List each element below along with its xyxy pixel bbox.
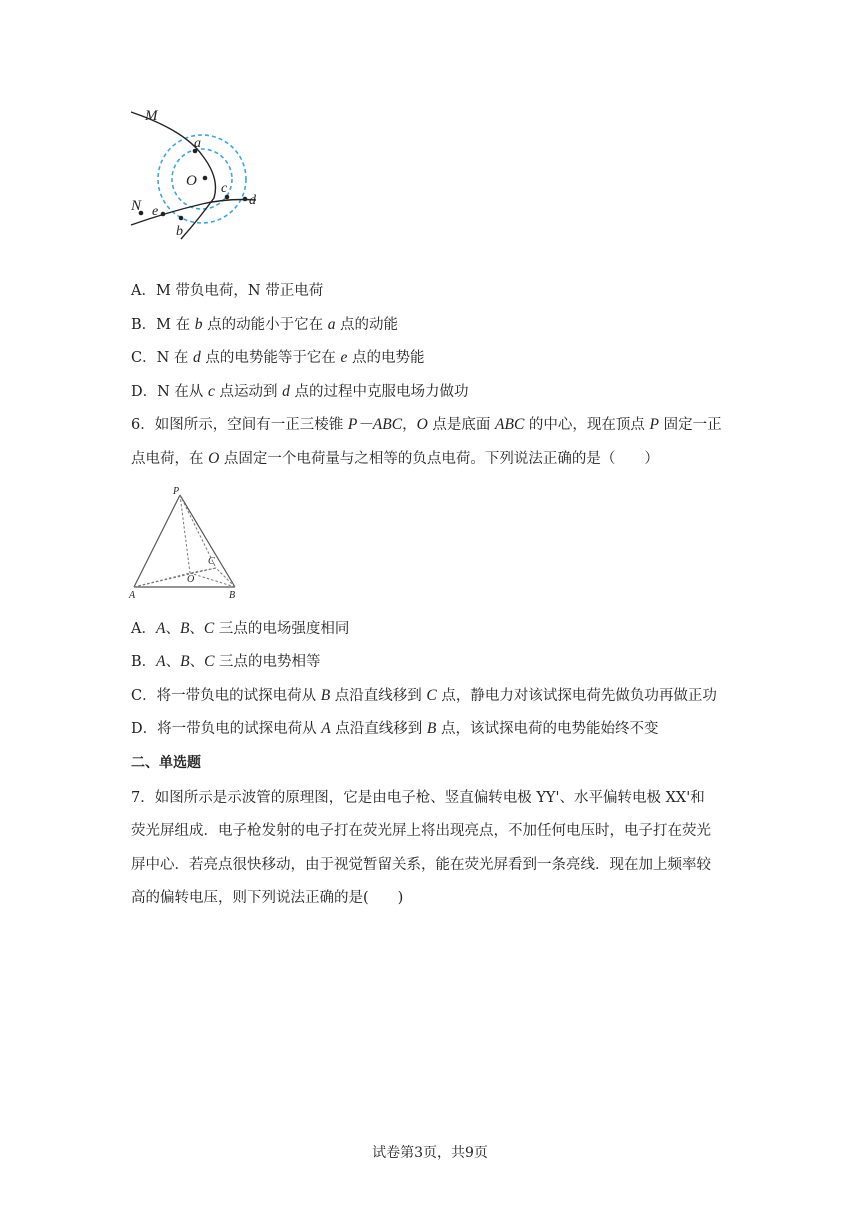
text: 、	[189, 654, 205, 670]
text: 三点的电势相等	[214, 654, 321, 670]
var: A	[156, 653, 166, 670]
label-m: M	[145, 108, 158, 124]
height-po	[180, 495, 190, 573]
var: d	[193, 349, 201, 366]
var: P－ABC	[347, 416, 403, 433]
var: B	[180, 653, 190, 670]
q5-option-a	[131, 281, 323, 301]
section-title: 二、单选题	[131, 755, 201, 771]
q6-option-b	[131, 652, 321, 672]
figure-charge-trajectories	[128, 100, 268, 240]
page-footer: 试卷第3页，共9页	[372, 1145, 488, 1161]
segment-ao	[134, 573, 190, 587]
text: 点，该试探电荷的电势能始终不变	[436, 721, 659, 737]
var: O	[208, 450, 220, 467]
text: ，	[402, 417, 417, 433]
q6-option-c	[131, 686, 717, 706]
text: 点运动到	[214, 384, 283, 400]
text: B．	[131, 654, 157, 670]
q6-stem-line2	[131, 449, 659, 469]
var: B	[426, 720, 437, 737]
text: 点的动能	[335, 317, 399, 333]
point-b	[179, 216, 184, 221]
point-o	[203, 176, 208, 181]
figure-pyramid	[128, 486, 248, 601]
label-b: b	[176, 224, 183, 239]
text: 点沿直线移到	[330, 688, 427, 704]
var: O	[416, 416, 428, 433]
q7-stem-line4: 高的偏转电压，则下列说法正确的是( )	[131, 890, 404, 906]
q6-stem-line1	[131, 415, 722, 435]
text: 点电荷，在	[131, 451, 209, 467]
text: 点的电势能等于它在	[200, 350, 341, 366]
text: 、	[165, 621, 180, 637]
edge-pa	[134, 495, 180, 587]
text: A．	[131, 621, 156, 637]
label-n: N	[131, 198, 142, 214]
label-b-vertex: B	[229, 590, 236, 601]
q5-option-c	[131, 348, 424, 368]
text: 点的过程中克服电场力做功	[289, 384, 469, 400]
point-e	[161, 212, 166, 217]
var: e	[340, 349, 348, 366]
var: C	[204, 653, 215, 670]
text: 点的电势能	[347, 350, 425, 366]
label-o-center: O	[187, 574, 195, 585]
text: 固定一正	[658, 417, 722, 433]
text: 点沿直线移到	[330, 721, 427, 737]
point-d	[243, 197, 248, 202]
q5-option-a-text: A．M 带负电荷，N 带正电荷	[131, 283, 324, 299]
var: A	[321, 720, 331, 737]
q6-option-d	[131, 719, 659, 739]
q7-stem-line2: 荧光屏组成．电子枪发射的电子打在荧光屏上将出现亮点，不加任何电压时，电子打在荧光	[131, 823, 711, 839]
text: C．N 在	[131, 350, 194, 366]
label-o: O	[186, 173, 197, 189]
text: 点的动能小于它在	[202, 317, 328, 333]
var: P	[649, 416, 659, 433]
var: C	[203, 620, 215, 637]
var: B	[320, 687, 331, 704]
text: 、	[189, 621, 204, 637]
label-c: c	[221, 181, 228, 196]
var: b	[194, 316, 203, 333]
text: 三点的电场强度相同	[214, 621, 350, 637]
segment-co	[190, 568, 216, 573]
trajectory-n	[131, 200, 256, 226]
q6-option-a	[131, 619, 349, 639]
var: c	[208, 383, 215, 400]
q5-option-b	[131, 315, 398, 335]
label-c-vertex: C	[208, 556, 215, 567]
label-p: P	[173, 486, 180, 497]
text: B．M 在	[131, 317, 195, 333]
label-a: a	[194, 136, 201, 151]
text: 6．如图所示，空间有一正三棱锥	[131, 417, 348, 433]
text: 点是底面	[427, 417, 496, 433]
var: a	[327, 316, 336, 333]
q7-stem-line3: 屏中心．若亮点很快移动，由于视觉暂留关系，能在荧光屏看到一条亮线．现在加上频率较	[131, 857, 711, 873]
text: D．N 在从	[131, 384, 209, 400]
text: C．将一带负电的试探电荷从	[131, 688, 321, 704]
label-a-vertex: A	[129, 590, 136, 601]
var: B	[179, 620, 190, 637]
text: 点固定一个电荷量与之相等的负点电荷。下列说法正确的是（ ）	[219, 451, 659, 467]
var: C	[426, 687, 437, 704]
label-e: e	[152, 204, 159, 219]
text: D．将一带负电的试探电荷从	[131, 721, 322, 737]
text: 、	[165, 654, 181, 670]
text: 点，静电力对该试探电荷先做负功再做正功	[436, 688, 717, 704]
var: A	[155, 620, 166, 637]
q5-option-d	[131, 382, 469, 402]
var: ABC	[495, 416, 525, 433]
text: 的中心，现在顶点	[524, 417, 650, 433]
label-d: d	[249, 193, 256, 208]
var: d	[282, 383, 290, 400]
q7-stem-line1: 7．如图所示是示波管的原理图，它是由电子枪、竖直偏转电极 YY'、水平偏转电极 XX'和	[131, 790, 705, 806]
